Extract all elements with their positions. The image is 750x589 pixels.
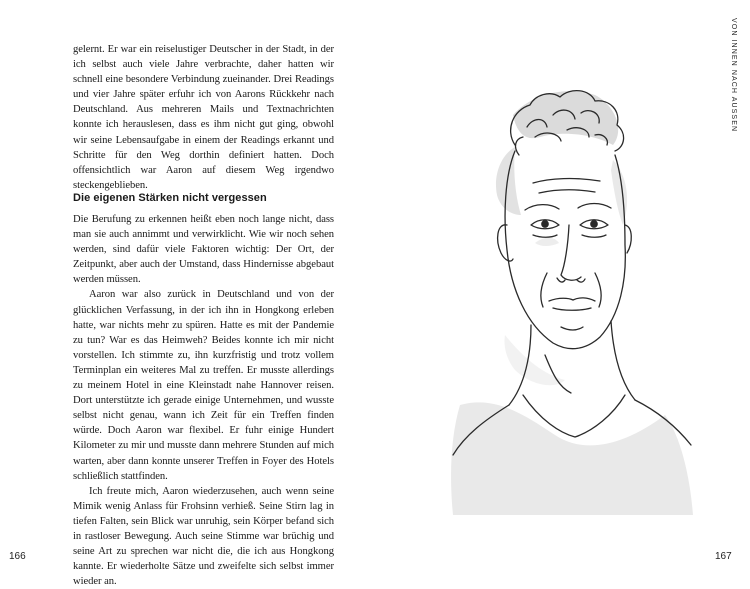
paragraph: Ich freute mich, Aaron wiederzusehen, auch wenn seine Mimik wenig Anlass für Frohsinn verhieß. Seine Stirn lag in tiefen Falten, sein Blick war unruhig, sein Körper befand sich in rastloser Bewegung. Auch seine Stimme war brüchig und seine Art zu sprechen war nicht die, die ich aus Hongkong kannte. Er wiederholte Sätze und zweifelte sich selbst immer wieder an. [73,485,334,588]
page-number-left: 166 [9,551,26,562]
paragraph: Die Berufung zu erkennen heißt eben noch lange nicht, dass man sie auch annimmt und verwirklicht. Wie wir noch sehen werden, sind dafür viele Faktoren wichtig: Der Ort, der Zeitpunkt, aber auch der Umstand, dass Hindernisse abgebaut werden müssen. [73,214,334,286]
text-block-main [73,212,334,589]
paragraph: gelernt. Er war ein reiselustiger Deutscher in der Stadt, in der ich selbst auch viele Jahre verbrachte, daher hatten wir schnell eine besondere Verbindung zueinander. Drei Readings und vier Jahre später erfuhr ich von Aarons Rückkehr nach Deutschland. Aus mehreren Mails und Textnachrichten konnte ich herauslesen, dass es ihm nicht gut ging, obwohl wir seine Lebensaufgabe in einem der Readings erkannt und Schritte für den Weg dorthin definiert hatten. Doch offensichtlich war Aaron auf diesem Weg irgendwo steckengeblieben. [73,44,334,191]
ink-lines [453,91,691,455]
left-page [0,0,375,588]
portrait-illustration [435,75,697,545]
wash-shading [451,91,693,515]
paragraph: Aaron war also zurück in Deutschland und von der glücklichen Verfassung, in der ich ihn in Hongkong erleben hatte, war nichts mehr zu spüren. Hatte es mit der Pandemie zu tun? War es das Heimweh? Beides konnte ich mir nicht vorstellen. Ich stimmte zu, ihn kurzfristig und trotz vollem Terminplan ein weiteres Mal zu treffen. Er musste allerdings zu meinem Hotel in eine Kleinstadt nahe Hannover reisen. Dort unterstützte ich gerade einige Unternehmen, und wusste selbst nicht genau, wann ich Zeit für ein Treffen finden würde. Doch Aaron war flexibel. Er fuhr einige Hundert Kilometer zu mir und musste dann mehrere Stunden auf mich warten, aber dann konnte unserer Treffen in Foyer des Hotels schließlich stattfinden. [73,289,334,482]
page-number-right: 167 [715,551,732,562]
section-heading: Die eigenen Stärken nicht vergessen [73,192,267,204]
text-block-top [73,42,334,193]
right-page [375,0,750,583]
running-head [727,18,741,178]
running-head-text: VON INNEN NACH AUSSEN [730,18,737,133]
